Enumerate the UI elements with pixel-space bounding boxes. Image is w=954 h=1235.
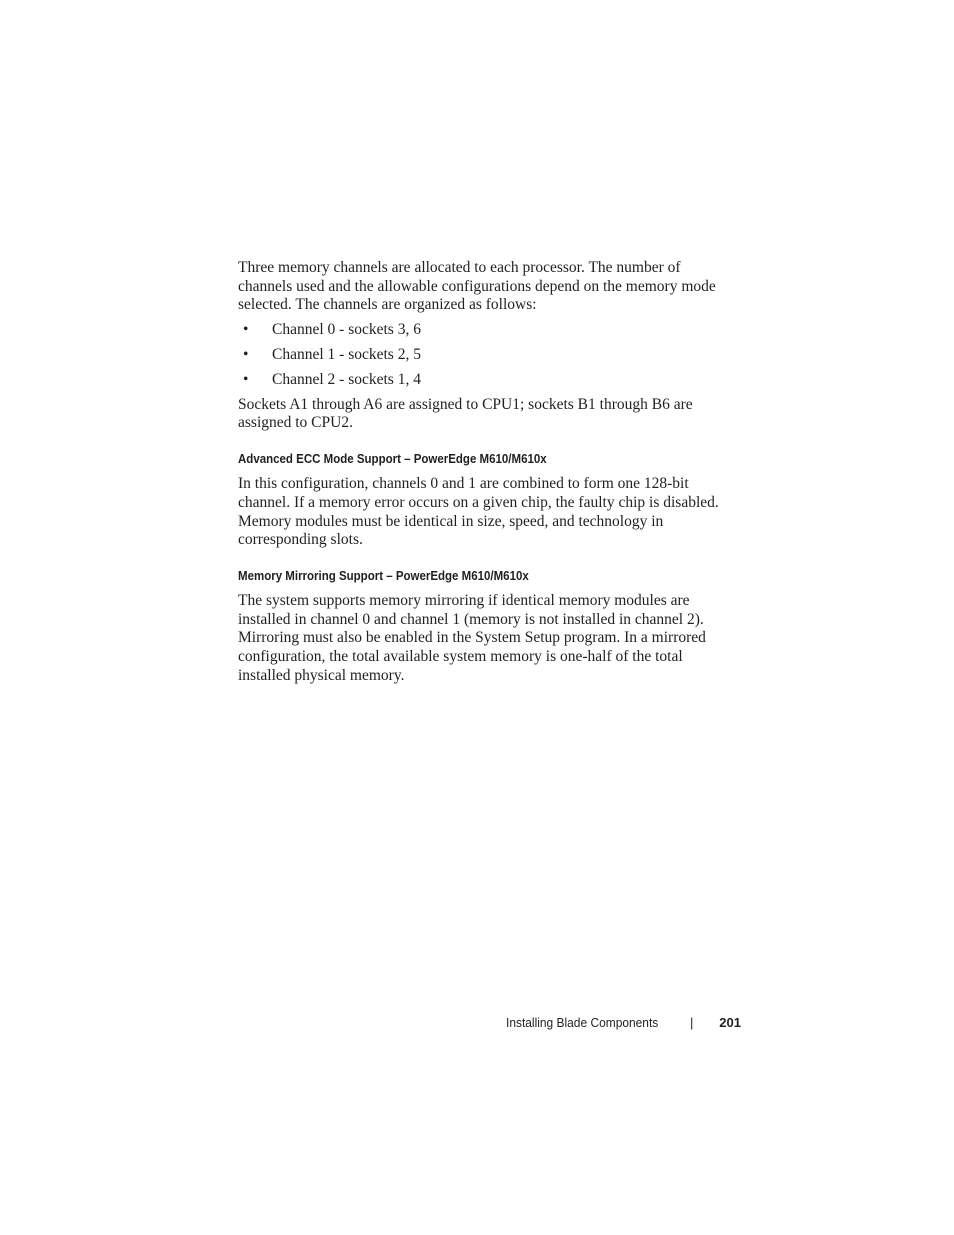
intro-paragraph: Three memory channels are allocated to each processor. The number of channels used and the allowable configurations depend on the memory mode selected. The channels are organized as follows: [238,259,716,314]
list-item [238,371,738,390]
ecc-paragraph: In this configuration, channels 0 and 1 are combined to form one 128-bit channel. If a memory error occurs on a given chip, the faulty chip is disabled. Memory modules must be identical in size, speed, and technology in corresponding slots. [238,475,719,549]
footer-section-title: Installing Blade Components [506,1015,659,1030]
list-item [238,321,738,340]
page-body [238,259,738,686]
page-number: 201 [719,1015,741,1030]
channel-text: Channel 2 - sockets 1, 4 [272,370,421,388]
footer-separator: | [690,1015,694,1030]
channel-list [238,321,738,389]
list-item [238,346,738,365]
bullet-icon: • [243,370,249,388]
bullet-icon: • [243,346,249,363]
mirroring-heading: Memory Mirroring Support – PowerEdge M610/M610x [238,569,529,583]
channel-text: Channel 0 - sockets 3, 6 [272,321,421,339]
sockets-paragraph: Sockets A1 through A6 are assigned to CPU1; sockets B1 through B6 are assigned to CPU2. [238,395,693,432]
ecc-heading: Advanced ECC Mode Support – PowerEdge M610/M610x [238,452,547,467]
mirroring-paragraph: The system supports memory mirroring if identical memory modules are installed in channel 0 and channel 1 (memory is not installed in channel 2). Mirroring must also be enabled in the System Setup program. In a mirrored configuration, the total available system memory is one-half of the total installed physical memory. [238,592,706,684]
bullet-icon: • [243,321,249,339]
channel-text: Channel 1 - sockets 2, 5 [272,346,421,363]
